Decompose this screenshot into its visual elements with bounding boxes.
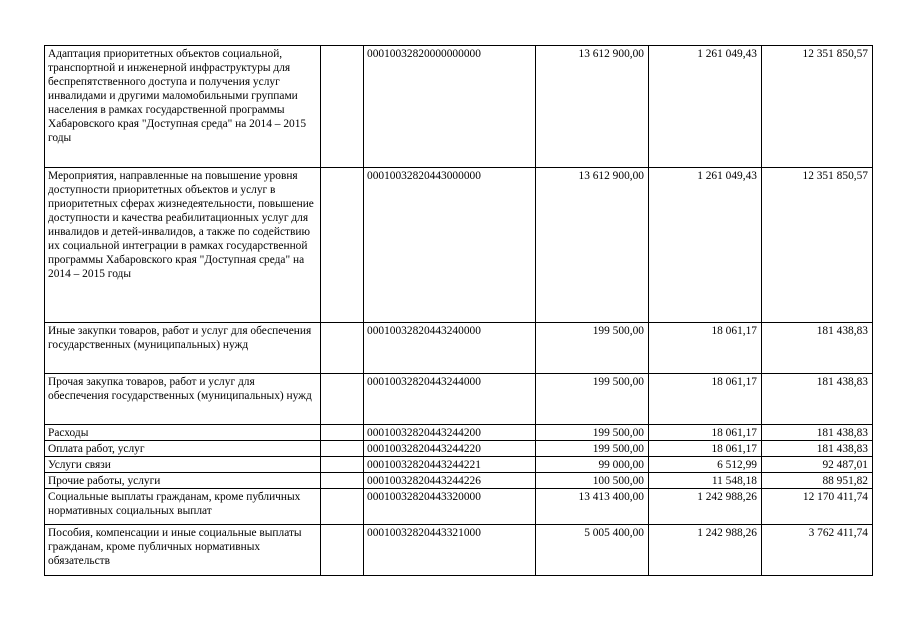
table-row — [45, 525, 873, 576]
row-executed-amount: 1 242 988,26 — [649, 489, 762, 525]
row-executed-amount: 1 242 988,26 — [649, 525, 762, 576]
row-line-code-cell — [321, 457, 364, 473]
row-line-code-cell — [321, 525, 364, 576]
row-executed-amount: 18 061,17 — [649, 323, 762, 374]
table-row — [45, 374, 873, 425]
row-unexecuted-amount: 12 170 411,74 — [762, 489, 873, 525]
table-row — [45, 441, 873, 457]
row-unexecuted-amount: 181 438,83 — [762, 425, 873, 441]
row-unexecuted-amount: 3 762 411,74 — [762, 525, 873, 576]
row-unexecuted-amount: 181 438,83 — [762, 323, 873, 374]
row-budget-code: 00010032820443240000 — [364, 323, 536, 374]
table-row — [45, 425, 873, 441]
row-budget-code: 00010032820443244226 — [364, 473, 536, 489]
row-name: Оплата работ, услуг — [45, 441, 321, 457]
table-row — [45, 473, 873, 489]
table-row — [45, 489, 873, 525]
row-executed-amount: 18 061,17 — [649, 441, 762, 457]
table-row — [45, 46, 873, 168]
row-unexecuted-amount: 181 438,83 — [762, 441, 873, 457]
row-name: Адаптация приоритетных объектов социальной, транспортной и инженерной инфраструктуры для беспрепятственного доступа и получения услуг инвалидами и другими маломобильными группами населения в рамках государственной программы Хабаровского края "Доступная среда" на 2014 – 2015 годы — [45, 46, 321, 168]
row-executed-amount: 18 061,17 — [649, 425, 762, 441]
row-name: Прочие работы, услуги — [45, 473, 321, 489]
row-line-code-cell — [321, 168, 364, 323]
row-approved-amount: 100 500,00 — [536, 473, 649, 489]
row-line-code-cell — [321, 425, 364, 441]
row-line-code-cell — [321, 473, 364, 489]
row-unexecuted-amount: 88 951,82 — [762, 473, 873, 489]
row-name: Услуги связи — [45, 457, 321, 473]
table-row — [45, 457, 873, 473]
row-name: Пособия, компенсации и иные социальные выплаты гражданам, кроме публичных нормативных обязательств — [45, 525, 321, 576]
row-unexecuted-amount: 12 351 850,57 — [762, 46, 873, 168]
row-line-code-cell — [321, 374, 364, 425]
row-executed-amount: 11 548,18 — [649, 473, 762, 489]
row-budget-code: 00010032820443000000 — [364, 168, 536, 323]
row-budget-code: 00010032820443244220 — [364, 441, 536, 457]
table-row — [45, 168, 873, 323]
row-budget-code: 00010032820443321000 — [364, 525, 536, 576]
row-executed-amount: 1 261 049,43 — [649, 46, 762, 168]
row-executed-amount: 1 261 049,43 — [649, 168, 762, 323]
row-name: Прочая закупка товаров, работ и услуг для обеспечения государственных (муниципальных) нужд — [45, 374, 321, 425]
row-approved-amount: 199 500,00 — [536, 441, 649, 457]
row-budget-code: 00010032820443244221 — [364, 457, 536, 473]
row-budget-code: 00010032820443244200 — [364, 425, 536, 441]
row-budget-code: 00010032820443244000 — [364, 374, 536, 425]
row-approved-amount: 13 612 900,00 — [536, 46, 649, 168]
row-approved-amount: 199 500,00 — [536, 425, 649, 441]
row-name: Социальные выплаты гражданам, кроме публичных нормативных социальных выплат — [45, 489, 321, 525]
budget-execution-table — [44, 45, 873, 576]
row-executed-amount: 6 512,99 — [649, 457, 762, 473]
row-budget-code: 00010032820443320000 — [364, 489, 536, 525]
row-unexecuted-amount: 12 351 850,57 — [762, 168, 873, 323]
table-row — [45, 323, 873, 374]
row-approved-amount: 5 005 400,00 — [536, 525, 649, 576]
row-name: Иные закупки товаров, работ и услуг для обеспечения государственных (муниципальных) нужд — [45, 323, 321, 374]
row-unexecuted-amount: 92 487,01 — [762, 457, 873, 473]
row-name: Мероприятия, направленные на повышение уровня доступности приоритетных объектов и услуг в приоритетных сферах жизнедеятельности, повышение доступности и качества реабилитационных услуг для инвалидов и детей-инвалидов, а также по содействию их социальной интеграции в рамках государственной программы Хабаровского края "Доступная среда" на 2014 – 2015 годы — [45, 168, 321, 323]
row-approved-amount: 13 413 400,00 — [536, 489, 649, 525]
row-approved-amount: 13 612 900,00 — [536, 168, 649, 323]
row-unexecuted-amount: 181 438,83 — [762, 374, 873, 425]
row-budget-code: 00010032820000000000 — [364, 46, 536, 168]
row-line-code-cell — [321, 441, 364, 457]
row-line-code-cell — [321, 323, 364, 374]
row-approved-amount: 199 500,00 — [536, 323, 649, 374]
row-line-code-cell — [321, 489, 364, 525]
row-executed-amount: 18 061,17 — [649, 374, 762, 425]
row-approved-amount: 199 500,00 — [536, 374, 649, 425]
row-name: Расходы — [45, 425, 321, 441]
row-line-code-cell — [321, 46, 364, 168]
row-approved-amount: 99 000,00 — [536, 457, 649, 473]
